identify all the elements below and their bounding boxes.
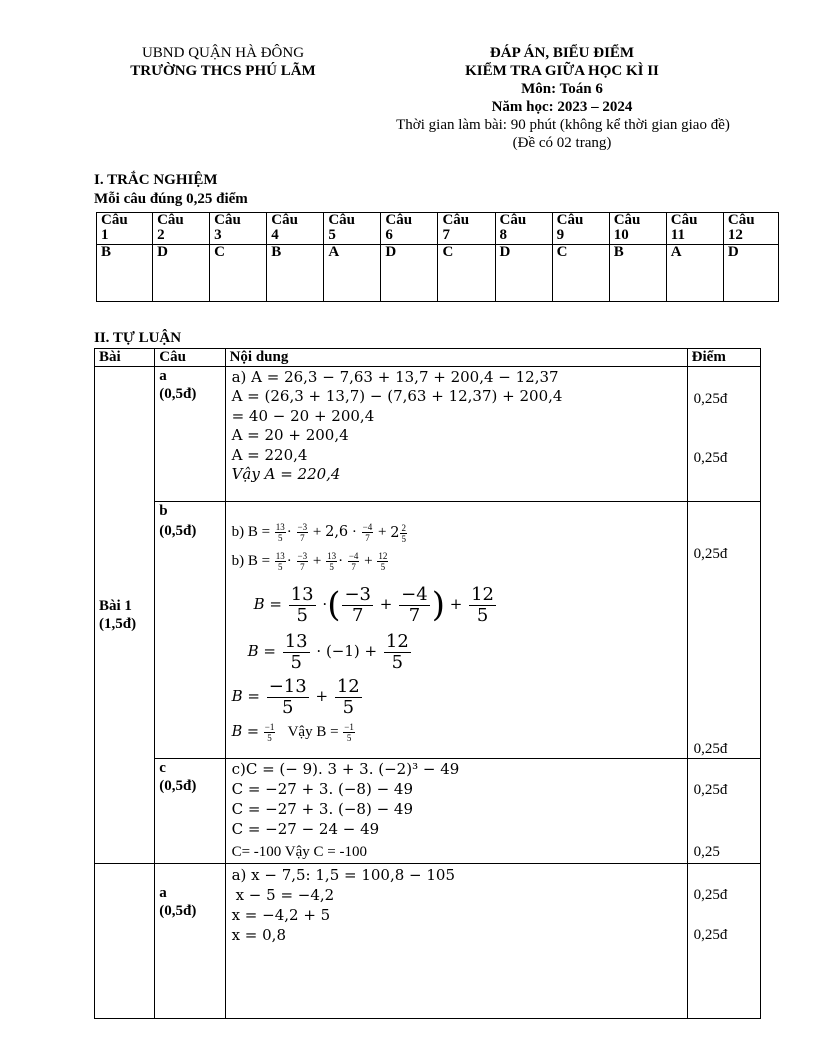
exam-time: Thời gian làm bài: 90 phút (không kể thời gian giao đề) [396, 117, 730, 133]
q2a-score-cell [687, 864, 760, 1019]
essay-row-1c [95, 759, 761, 864]
question-header: Câu 4 [267, 213, 324, 245]
q1a-label-cell [155, 367, 225, 502]
q1a-line: A = (26,3 + 13,7) − (7,63 + 12,37) + 200,4 [231, 387, 563, 405]
q2a-line: a) x − 7,5: 1,5 = 100,8 − 105 [231, 866, 456, 884]
q1a-score: 0,25đ [693, 391, 728, 407]
q1c-line: C = −27 + 3. (−8) − 49 [231, 780, 414, 798]
q1c-score: 0,25đ [693, 782, 728, 798]
doc-title: ĐÁP ÁN, BIỂU ĐIỂM [489, 45, 635, 61]
q1a-score: 0,25đ [693, 450, 728, 466]
answer-cell: B [97, 245, 153, 302]
school-name: TRƯỜNG THCS PHÚ LÃM [130, 63, 316, 79]
q1a-line: A = 220,4 [231, 446, 308, 464]
bai1-cell [95, 367, 155, 864]
q1b-score: 0,25đ [693, 546, 728, 562]
q1b-line-2: b) B = $\frac{13}{5}$ · $\frac{-3}{7}$ + $\frac{13}{5}$ · $\frac{-4}{7}$ + $\frac{12}{5}$ [231, 551, 388, 573]
q1c-line: C= -100 Vậy C = -100 [231, 844, 367, 860]
col-diem: Điểm [687, 349, 760, 367]
q1a-line: Vậy A = 220,4 [231, 465, 341, 483]
q1a-line: a) A = 26,3 − 7,63 + 13,7 + 200,4 − 12,37 [231, 368, 559, 386]
essay-header-row [95, 349, 761, 367]
q1b-label-cell [155, 502, 225, 759]
answer-cell: B [267, 245, 324, 302]
q1c-label-cell [155, 759, 225, 864]
answer-cell: D [495, 245, 552, 302]
q1b-points: (0,5đ) [159, 523, 197, 539]
essay-table [94, 348, 761, 1019]
question-header: Câu 5 [324, 213, 381, 245]
question-header: Câu 12 [723, 213, 778, 245]
school-header [100, 44, 346, 80]
essay-row-2a [95, 864, 761, 1019]
q1a-line: = 40 − 20 + 200,4 [231, 407, 375, 425]
q2a-score: 0,25đ [693, 887, 728, 903]
q2a-content [225, 864, 687, 1019]
question-header: Câu 3 [210, 213, 267, 245]
answer-cell: A [324, 245, 381, 302]
question-row [97, 213, 779, 245]
essay-row-1a [95, 367, 761, 502]
q1b-line-5: B = $\frac{-13}{5}$ + $\frac{12}{5}$ [231, 675, 360, 718]
q1c-line: C = −27 + 3. (−8) − 49 [231, 800, 414, 818]
q1b-line-1: b) B = $\frac{13}{5}$ · $\frac{-3}{7}$ + 2,6 · $\frac{-4}{7}$ + 2 $\frac{2}{5}$ [231, 522, 406, 544]
exam-header [400, 44, 724, 116]
q1a-points: (0,5đ) [159, 386, 197, 402]
part2-title: II. TỰ LUẬN [94, 330, 182, 346]
answer-cell: C [552, 245, 609, 302]
question-header: Câu 11 [666, 213, 723, 245]
q1b-label: b [159, 503, 168, 519]
answer-cell: C [210, 245, 267, 302]
q2a-label: a [159, 885, 167, 901]
question-header: Câu 10 [609, 213, 666, 245]
question-header: Câu 9 [552, 213, 609, 245]
answer-cell: D [381, 245, 438, 302]
answer-cell: D [153, 245, 210, 302]
question-header: Câu 8 [495, 213, 552, 245]
essay-row-1b [95, 502, 761, 759]
part1-subtitle: Mỗi câu đúng 0,25 điểm [94, 191, 248, 207]
answer-cell: A [666, 245, 723, 302]
q1b-score-cell [687, 502, 760, 759]
q1c-content [225, 759, 687, 864]
q1b-line-3: B = $\frac{13}{5}$ ·( $\frac{-3}{7}$ + $\frac{-4}{7}$ ) + $\frac{12}{5}$ [253, 583, 494, 626]
col-bai: Bài [95, 349, 155, 367]
q2a-label-cell [155, 864, 225, 1019]
q1a-score-cell [687, 367, 760, 502]
answer-cell: C [438, 245, 495, 302]
q2a-line: x − 5 = −4,2 [235, 886, 335, 904]
question-header: Câu 6 [381, 213, 438, 245]
q1a-line: A = 20 + 200,4 [231, 426, 349, 444]
q1a-content [225, 367, 687, 502]
q1c-label: c [159, 760, 166, 776]
bai2-cell [95, 864, 155, 1019]
bai1-label: Bài 1 [99, 598, 132, 614]
q1c-score: 0,25 [693, 844, 720, 860]
q1b-content [225, 502, 687, 759]
col-noidung: Nội dung [225, 349, 687, 367]
answer-cell: D [723, 245, 778, 302]
question-header: Câu 7 [438, 213, 495, 245]
q1b-line-4: B = $\frac{13}{5}$ · (−1) + $\frac{12}{5}$ [247, 630, 409, 673]
multiple-choice-table [96, 212, 779, 302]
q1c-line: C = −27 − 24 − 49 [231, 820, 380, 838]
part1-title: I. TRẮC NGHIỆM [94, 172, 218, 188]
bai1-points: (1,5đ) [99, 616, 137, 632]
exam-name: KIỂM TRA GIỮA HỌC KÌ II [465, 63, 659, 79]
question-header: Câu 1 [97, 213, 153, 245]
q1a-label: a [159, 368, 167, 384]
q2a-line: x = −4,2 + 5 [231, 906, 331, 924]
q2a-line: x = 0,8 [231, 926, 286, 944]
q1c-score-cell [687, 759, 760, 864]
school-year: Năm học: 2023 – 2024 [491, 99, 633, 115]
subject: Môn: Toán 6 [521, 81, 603, 97]
q2a-score: 0,25đ [693, 927, 728, 943]
answer-row [97, 245, 779, 302]
question-header: Câu 2 [153, 213, 210, 245]
q1c-points: (0,5đ) [159, 778, 197, 794]
page-count: (Đề có 02 trang) [512, 135, 612, 151]
q2a-points: (0,5đ) [159, 903, 197, 919]
col-cau: Câu [155, 349, 225, 367]
q1b-line-6: B = $\frac{-1}{5}$ Vậy B = $\frac{-1}{5}$ [231, 722, 354, 744]
answer-cell: B [609, 245, 666, 302]
q1c-line: c)C = (− 9). 3 + 3. (−2)³ − 49 [231, 760, 460, 778]
district-name: UBND QUẬN HÀ ĐÔNG [141, 45, 305, 61]
q1b-score: 0,25đ [693, 741, 728, 757]
